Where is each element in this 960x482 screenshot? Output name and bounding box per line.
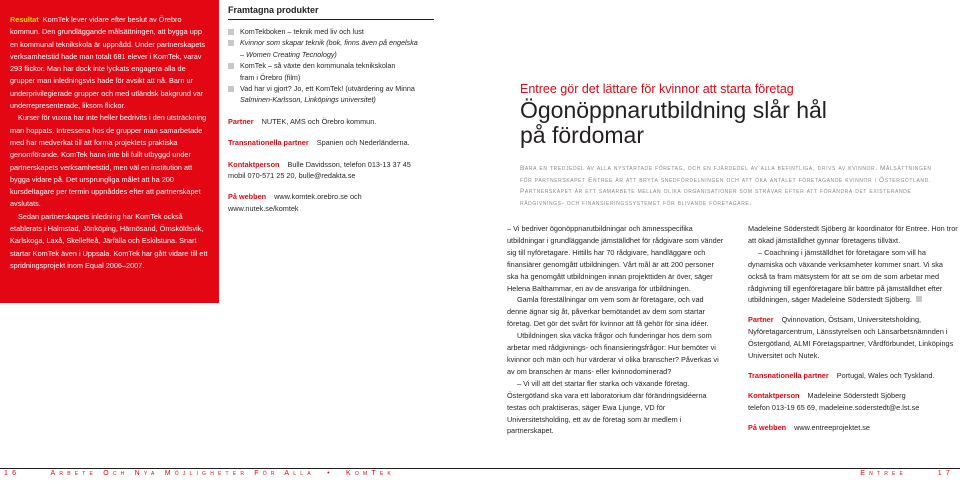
contact-label: Kontaktperson [228, 159, 280, 169]
partner-block [228, 116, 434, 127]
product-item: Kvinnor som skapar teknik (bok, finns även på engelska [228, 37, 434, 48]
body-text: – Coachning i jämställdhet för företagare som vill ha dynamiska och växande verksamheter kommer snart. Vi ska också ta fram mätsystem för att se om de som arbetar med rådgivning till egenföretagare blir bättre på jämställdhet efter utbildningen, säger Madeleine Söderstedt Sjöberg. [748, 247, 943, 305]
result-paragraph-2: Kurser för vuxna har inte heller bedrivits i den utsträckning man hoppats. Intressena hos de grupper man samarbetade med har medverkat till att forma projektets praktiska genomförande. KomTek hann inte bli fullt utbyggd under partnerskapets verksamhetstid, men väl en institution att bygga vidare på. Det ursprungliga målet att ha 200 kursdeltagare per termin uppnåddes efter att partnerskapet avslutats. [10, 113, 207, 209]
partner-label: Partner [228, 116, 254, 126]
contact-block [228, 159, 434, 182]
products-list [228, 26, 434, 106]
transnational-block [228, 137, 434, 148]
entree-contact-block [748, 390, 960, 414]
article-column-1 [507, 223, 725, 437]
entree-contact-line-2: telefon 013-19 65 69, madeleine.soderstedt@e.lst.se [748, 402, 920, 412]
end-square-icon [916, 296, 922, 302]
entree-contact-label: Kontaktperson [748, 390, 800, 400]
body-paragraph: Gamla föreställningar om vem som är företagare, och vad denne ägnar sig åt, påverkar bemötandet av dem som startar företag. Det gör det svårt för kvinnor att få gehör för sina idéer. [507, 295, 709, 329]
product-item: KomTekboken – teknik med liv och lust [228, 26, 434, 37]
entree-web-block [748, 422, 960, 434]
entree-partner-block [748, 314, 960, 362]
headline-line-2: på fördomar [520, 122, 645, 148]
body-paragraph: – Vi bedriver ögonöppnarutbildningar och ämnesspecifika utbildningar i grundläggande jämställdhet för rådgivare som vänder sig till nyföretagare. Hittills har 70 rådgivare, handläggare och finansiärer genomgått utbildningen. Vårt mål är att 200 personer ska ha genomgått utbildningen innan projekttiden är över, säger Helena Balthammar, en av de ansvariga för utbildningen. [507, 224, 724, 293]
result-heading: Resultat [10, 15, 39, 24]
result-paragraph-3: Sedan partnerskapets inledning har KomTek också etablerats i Halmstad, Jönköping, Härnösand, Örnsköldsvik, Karlskoga, Laxå, Skellefteå, Järfälla och Eskilstuna. Snart startar KomTek även i Uppsala. KomTek har gått vidare till ett spridningsprojekt inom Equal 2006–2007. [10, 211, 208, 270]
transnational-value: Spanien och Nederländerna. [316, 138, 410, 148]
entree-transnational-label: Transnationella partner [748, 370, 829, 380]
entree-partner-value: Qvinnovation, Östsam, Universitetsholding, Nyföretagarcentrum, Länsstyrelsen och Länsarbetsnämnden i Östergötland, ALMI Företagspartner, Vårdförbundet, Linköpings Universitet och Nutek. [748, 315, 954, 361]
contact-line-2: mobil 070-571 25 20, bulle@redakta.se [228, 171, 356, 181]
result-paragraph-1 [10, 14, 211, 112]
entree-transnational-value: Portugal, Wales och Tyskland. [836, 370, 935, 380]
web-block [228, 191, 434, 214]
product-item: KomTek – så växte den kommunala teknikskolan [228, 60, 434, 71]
article-headline [520, 98, 940, 148]
headline-line-1: Ögonöppnarutbildning slår hål [520, 97, 827, 123]
product-item: fram i Örebro (film) [240, 72, 301, 82]
footer-rule [0, 468, 960, 469]
result-sidebar [0, 0, 219, 303]
product-item: Salminen-Karlsson, Linköpings universitet) [240, 95, 376, 105]
entree-partner-label: Partner [748, 315, 774, 325]
products-title: Framtagna produkter [228, 0, 434, 20]
product-item: Vad har vi gjort? Jo, ett KomTek! (utvärdering av Minna [228, 83, 434, 94]
footer-left: 16 Arbete Och Nya Möjligheter För Alla • KomTek [4, 470, 395, 477]
result-text-1: KomTek lever vidare efter beslut av Örebro kommun. Den grundläggande målsättningen, att bygga upp en kommunal teknikskola är uppnådd. Under partnerskapets verksamhetstid hade man totalt 681 elever i KomTek, varav 293 flickor. Man har dock inte lyckats engagera alla de grupper man inledningsvis hade för avsikt att nå. Barn ur underprivilegierade grupper och med utländsk bakgrund var underrepresenterade, liksom flickor. [10, 15, 206, 111]
contact-line-1: Bulle Davidsson, telefon 013-13 37 45 [287, 159, 411, 169]
article-column-2 [748, 223, 960, 434]
web-label: På webben [228, 192, 267, 202]
body-paragraph: Madeleine Söderstedt Sjöberg är koordinator för Entree. Hon tror att ökad jämställdhet gynnar företagens tillväxt. [748, 224, 958, 245]
body-paragraph [748, 247, 960, 307]
product-item: – Women Creating Tecnology) [240, 49, 337, 59]
entree-transnational-block [748, 370, 960, 382]
body-paragraph: Utbildningen ska väcka frågor och funderingar hos dem som arbetar med rådgivnings- och finansieringsfrågor: Hur bemöter vi kvinnor och män och hur värderar vi olika branscher? Påverkas vi av om branschen är mans- eller kvinnodominerad? [507, 331, 719, 376]
products-box [228, 0, 434, 214]
entree-web-label: På webben [748, 422, 787, 432]
article-lead: Bara en tredjedel av alla nystartade företag, och en fjärdedel av alla befintliga, drivs av kvinnor. Målsättningen för partnerskapet Entree är att bryta snedfördelningen och att öka antalet företagande kvinnor i Östergötland. Partnerskapet är ett samarbete mellan olika organisationer som strävar efter att förändra det existerande rådgivnings- och finansieringssystemet för blivande företagare. [520, 165, 932, 207]
entree-web-link[interactable]: www.entreeprojektet.se [794, 422, 870, 432]
footer-right: Entree 17 [860, 470, 954, 477]
web-link[interactable]: www.komtek.orebro.se och www.nutek.se/komtek [228, 192, 362, 213]
transnational-label: Transnationella partner [228, 138, 309, 148]
entree-contact-name: Madeleine Söderstedt Sjöberg [807, 390, 906, 400]
article-kicker: Entree gör det lättare för kvinnor att starta företag [520, 82, 794, 96]
body-paragraph: – Vi vill att det startar fler starka och växande företag. Östergötland ska vara ett laboratorium där förändringsidéerna testas och praktiseras, säger Ewa Ljunge, VD för Universitetsholding, ett av de företag som är medlem i partnerskapet. [507, 378, 707, 436]
partner-value: NUTEK, AMS och Örebro kommun. [261, 116, 377, 126]
